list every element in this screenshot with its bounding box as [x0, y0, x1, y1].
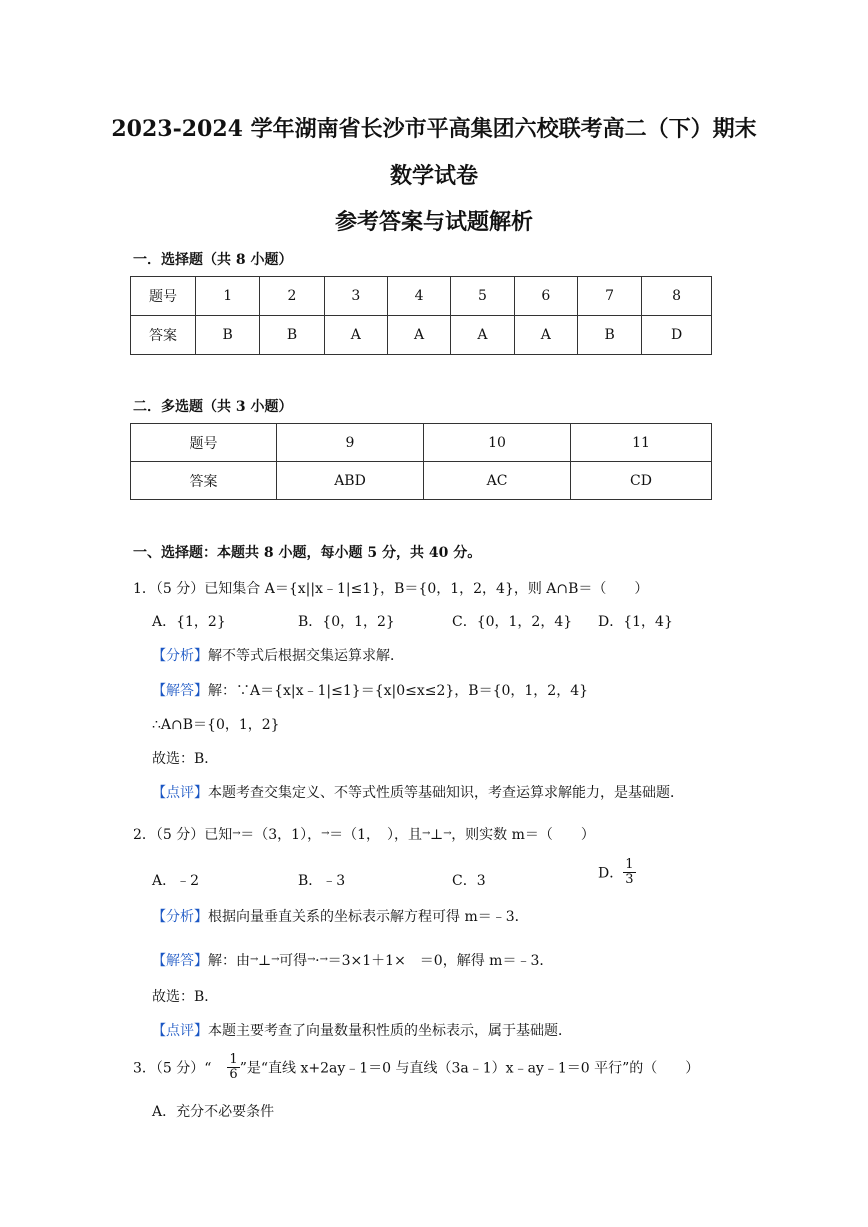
- table-cell: D: [642, 316, 712, 355]
- table-cell: B: [260, 316, 324, 355]
- question-2-solution: [152, 950, 553, 970]
- table-row: [131, 277, 712, 316]
- fraction-denominator: 3: [625, 872, 634, 887]
- section-multi-choice-heading: 二．多选题（共 3 小题）: [133, 399, 293, 415]
- analysis-text: 根据向量垂直关系的坐标表示解方程可得 m＝﹣3．: [208, 909, 529, 925]
- stem-part: ＝（1， ），且: [329, 827, 423, 843]
- table-cell: A: [514, 316, 577, 355]
- fraction-denominator: 6: [229, 1067, 238, 1082]
- analysis-tag: 【分析】: [152, 909, 208, 925]
- question-1-review: [152, 782, 684, 802]
- table-cell: AC: [424, 462, 571, 500]
- table-row-label: 题号: [131, 424, 277, 462]
- answer-table-multi-choice: [130, 423, 712, 500]
- solution-tag: 【解答】: [152, 683, 208, 699]
- stem-part: ＝（3，1），: [240, 827, 322, 843]
- review-tag: 【点评】: [152, 1023, 208, 1039]
- fraction-numerator: 1: [229, 1052, 238, 1067]
- fraction: [227, 1053, 239, 1082]
- table-cell: 4: [387, 277, 450, 316]
- option-label: D．: [598, 865, 624, 882]
- solution-part: ·: [315, 953, 320, 969]
- question-2-choice: 故选：B．: [152, 989, 219, 1005]
- table-cell: 9: [277, 424, 424, 462]
- question-2-option-a: A．﹣2: [152, 873, 200, 889]
- solution-part: 可得: [279, 953, 308, 969]
- solution-part: 解：由: [208, 953, 250, 969]
- review-text: 本题主要考查了向量数量积性质的坐标表示，属于基础题．: [208, 1023, 572, 1039]
- question-1-solution-line2: ∴A∩B＝{0，1，2}: [152, 717, 280, 733]
- question-2-review: [152, 1020, 572, 1040]
- analysis-tag: 【分析】: [152, 648, 208, 664]
- question-3-option-a: A．充分不必要条件: [152, 1104, 275, 1120]
- table-cell: 5: [451, 277, 514, 316]
- question-1-analysis: [152, 645, 404, 665]
- table-cell: 8: [642, 277, 712, 316]
- stem-part: 2．（5 分）已知: [133, 827, 233, 843]
- table-cell: CD: [571, 462, 712, 500]
- table-cell: ABD: [277, 462, 424, 500]
- solution-tag: 【解答】: [152, 953, 208, 969]
- question-3-stem: [133, 1053, 699, 1082]
- question-2-option-c: C．3: [452, 873, 486, 889]
- review-tag: 【点评】: [152, 785, 208, 801]
- stem-part: 3．（5 分）“: [133, 1060, 212, 1077]
- table-cell: 3: [324, 277, 387, 316]
- fraction: [623, 858, 635, 887]
- section-single-choice-heading: 一．选择题（共 8 小题）: [133, 252, 293, 268]
- table-cell: 2: [260, 277, 324, 316]
- question-1-stem: 1．（5 分）已知集合 A＝{x||x﹣1|≤1}，B＝{0，1，2，4}，则 A∩B＝（ ）: [133, 581, 649, 597]
- table-cell: 11: [571, 424, 712, 462]
- part-heading: 一、选择题：本题共 8 小题，每小题 5 分，共 40 分。: [133, 545, 482, 561]
- question-2-option-b: B．﹣3: [298, 873, 346, 889]
- stem-part: ”是“直线 x+2ay﹣1＝0 与直线（3a﹣1）x﹣ay﹣1＝0 平行”的（ ）: [239, 1060, 700, 1077]
- table-cell: B: [196, 316, 260, 355]
- table-cell: B: [577, 316, 641, 355]
- question-1-choice: 故选：B．: [152, 751, 219, 767]
- analysis-text: 解不等式后根据交集运算求解．: [208, 648, 404, 664]
- table-cell: A: [324, 316, 387, 355]
- answer-table-single-choice: [130, 276, 712, 355]
- fraction-numerator: 1: [625, 857, 634, 872]
- table-cell: 1: [196, 277, 260, 316]
- table-cell: 6: [514, 277, 577, 316]
- question-2-option-d: [598, 858, 636, 887]
- doc-title-line1: 2023-2024 学年湖南省长沙市平高集团六校联考高二（下）期末: [111, 116, 757, 142]
- stem-part: ⊥: [430, 827, 444, 843]
- solution-text: 解：∵A＝{x|x﹣1|≤1}＝{x|0≤x≤2}，B＝{0，1，2，4}: [208, 683, 589, 699]
- table-cell: A: [451, 316, 514, 355]
- table-row-label: 答案: [131, 462, 277, 500]
- table-cell: A: [387, 316, 450, 355]
- solution-part: ＝3×1＋1× ＝0，解得 m＝﹣3．: [327, 953, 554, 969]
- table-row: [131, 424, 712, 462]
- table-cell: 10: [424, 424, 571, 462]
- doc-subtitle: 参考答案与试题解析: [334, 209, 533, 235]
- table-row: [131, 462, 712, 500]
- question-1-option-c: C．{0，1，2，4}: [452, 614, 573, 630]
- question-1-option-b: B．{0，1，2}: [298, 614, 395, 630]
- doc-title-line2: 数学试卷: [389, 163, 478, 189]
- table-cell: 7: [577, 277, 641, 316]
- question-1-option-d: D．{1，4}: [598, 614, 673, 630]
- question-2-analysis: [152, 906, 529, 926]
- table-row-label: 答案: [131, 316, 196, 355]
- solution-part: ⊥: [258, 953, 272, 969]
- stem-part: ，则实数 m＝（ ）: [451, 827, 595, 843]
- question-1-option-a: A．{1，2}: [152, 614, 226, 630]
- review-text: 本题考查交集定义、不等式性质等基础知识，考查运算求解能力，是基础题．: [208, 785, 684, 801]
- table-row-label: 题号: [131, 277, 196, 316]
- question-1-solution: [152, 680, 588, 700]
- table-row: [131, 316, 712, 355]
- question-2-stem: [133, 824, 595, 844]
